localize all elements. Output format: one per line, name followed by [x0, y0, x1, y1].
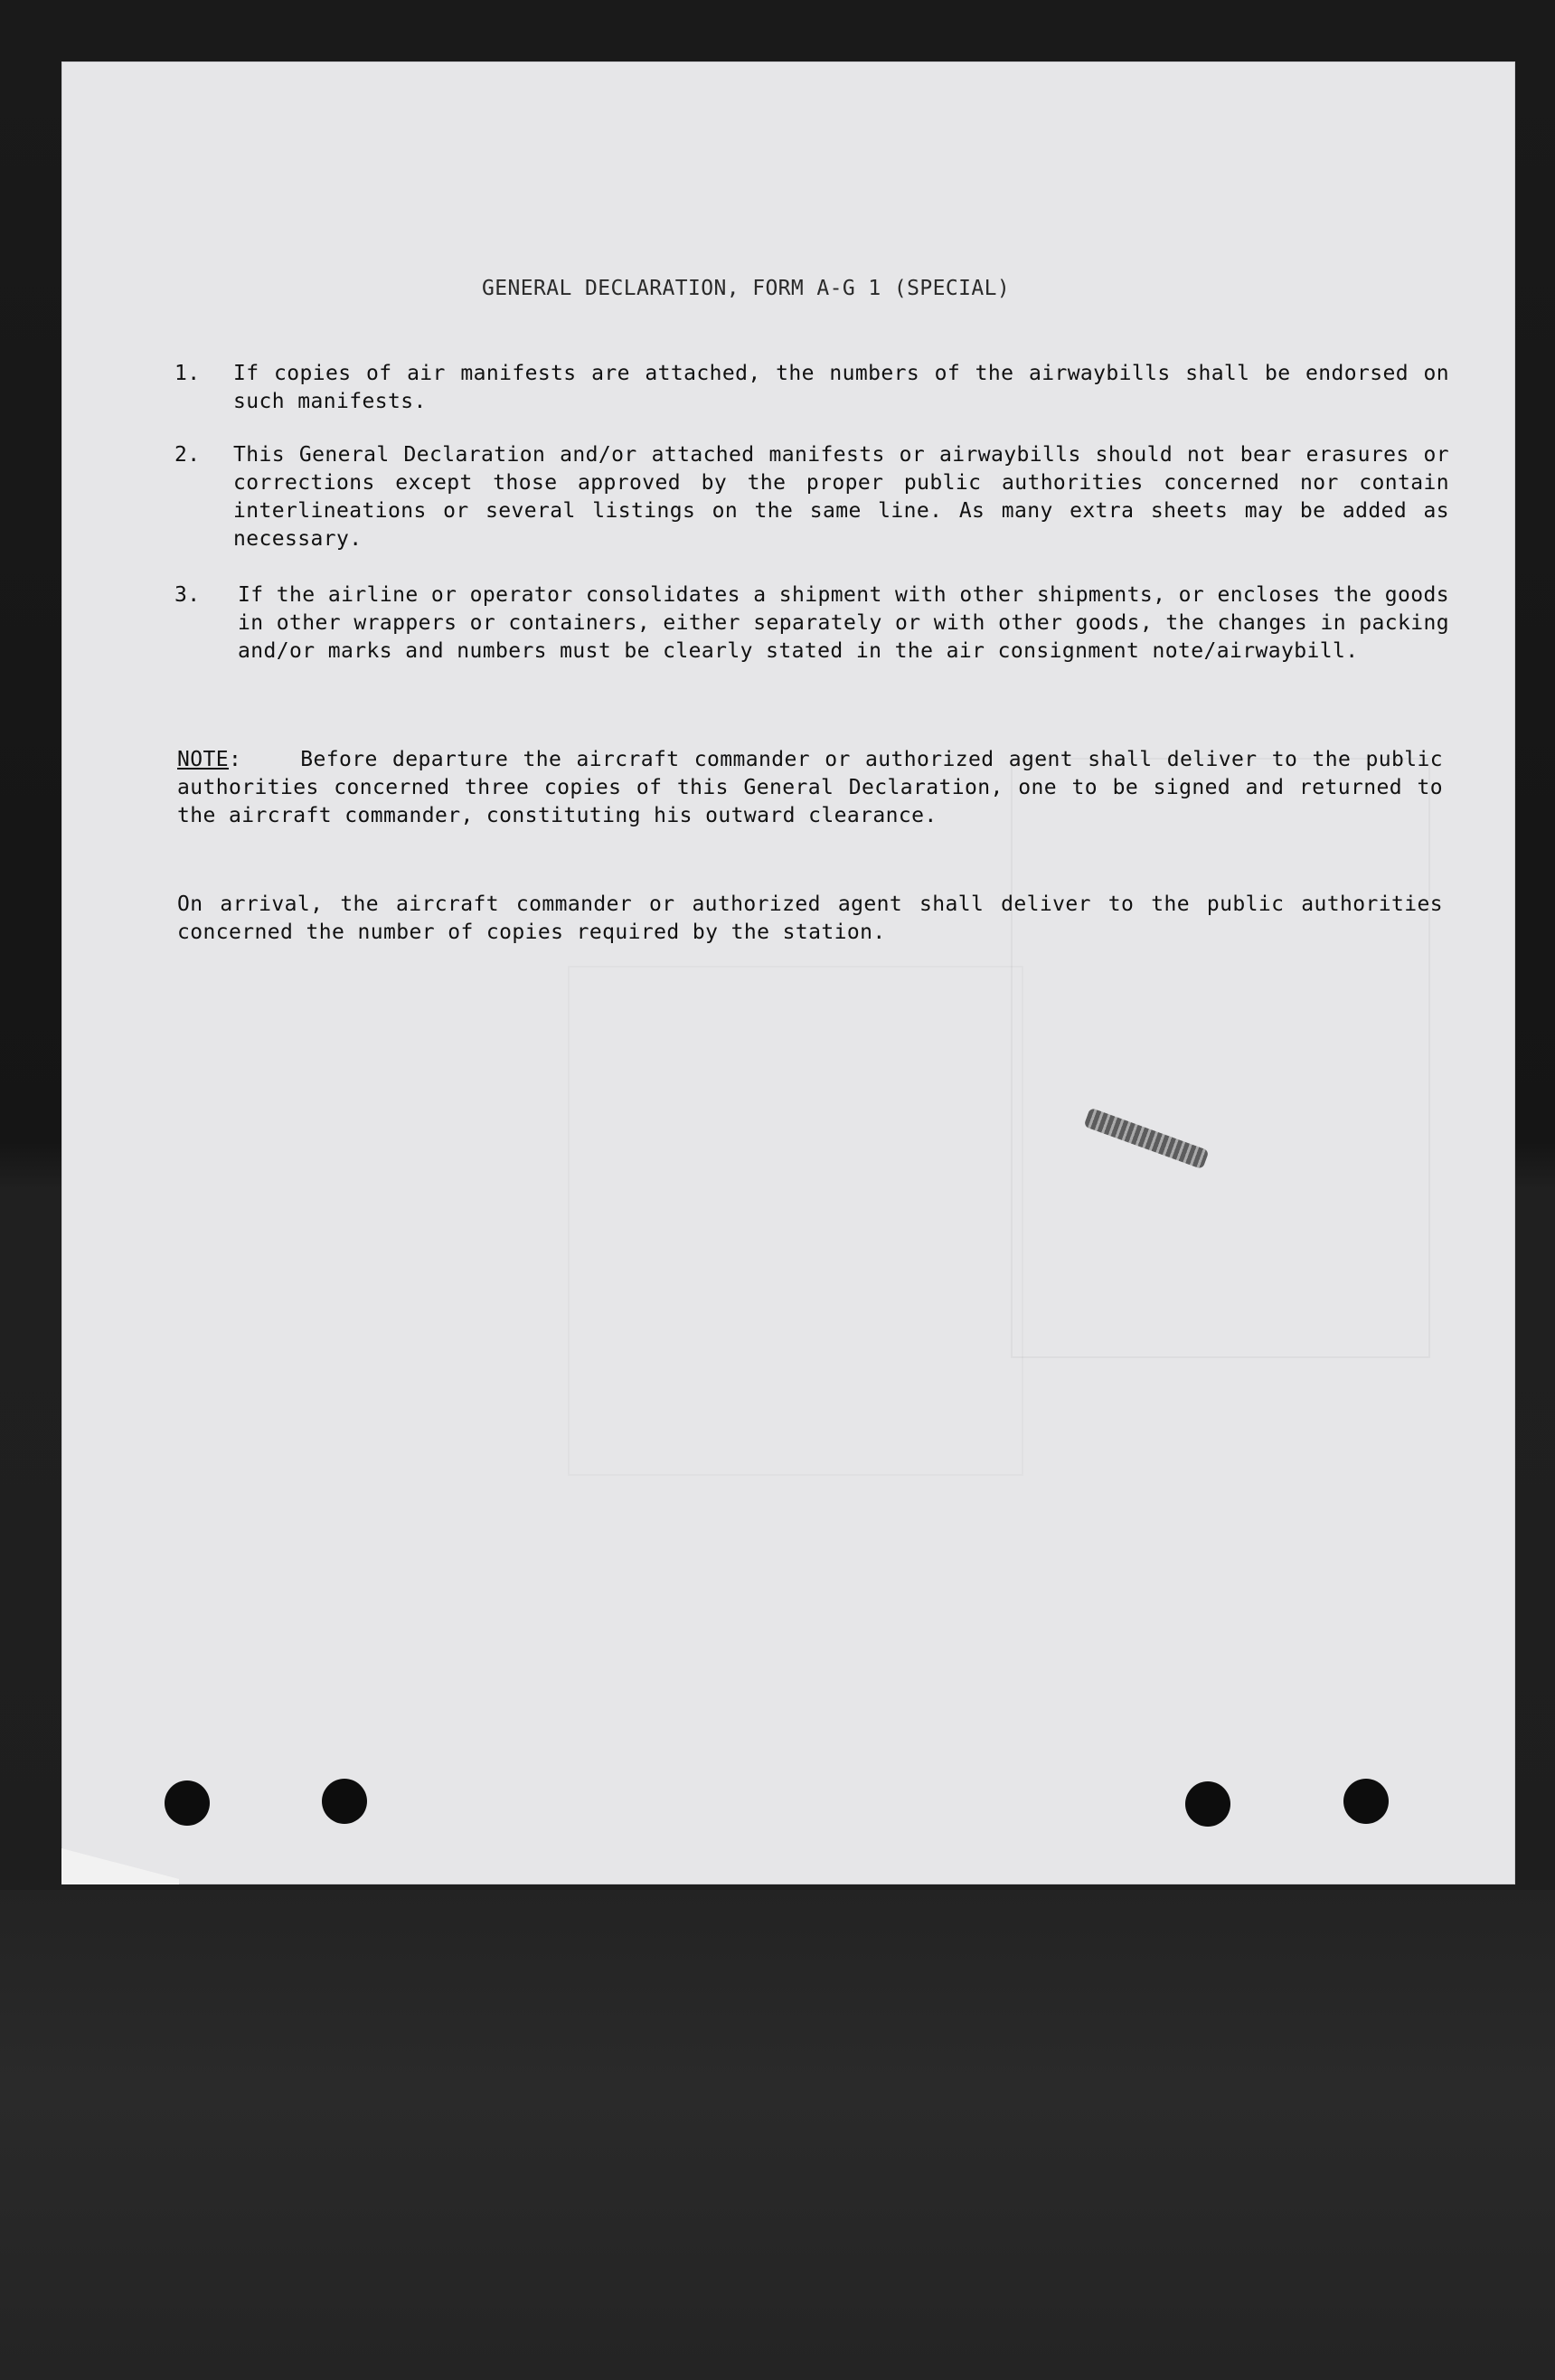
punch-hole — [1343, 1779, 1389, 1824]
scanner-bed-area — [0, 1890, 1555, 2380]
note-paragraph: NOTE: Before departure the aircraft commander or authorized agent shall deliver to the public authorities concerned three copies of this General Declaration, one to be signed and returned to the aircraft commander, constituting his outward clearance. — [177, 748, 1443, 827]
punch-hole — [165, 1780, 210, 1826]
item-text: If the airline or operator consolidates a shipment with other shipments, or encloses the goods in other wrappers or containers, either separately or with other goods, the changes in packing and/or marks and numbers must be clearly stated in the air consignment note/airwaybill. — [238, 583, 1449, 663]
item-text: This General Declaration and/or attached manifests or airwaybills should not bear erasures or corrections except those approved by the proper public authorities concerned nor contain interlineations or several listings on the same line. As many extra sheets may be added as necessary. — [233, 443, 1449, 551]
note-text: Before departure the aircraft commander or authorized agent shall deliver to the public authorities concerned three copies of this General Declaration, one to be signed and returned to the aircraft commander, constituting his outward clearance. — [177, 748, 1443, 827]
item-number: 3. — [174, 583, 201, 607]
note-label: NOTE — [177, 748, 229, 771]
bleed-through-shadow — [568, 966, 1023, 1476]
torn-corner — [61, 1848, 179, 1884]
item-text: If copies of air manifests are attached, the numbers of the airwaybills shall be endorsed on such manifests. — [233, 362, 1449, 413]
document-page — [61, 61, 1515, 1884]
document-title: GENERAL DECLARATION, FORM A-G 1 (SPECIAL) — [482, 277, 1011, 300]
punch-hole — [1185, 1781, 1230, 1827]
arrival-paragraph: On arrival, the aircraft commander or authorized agent shall deliver to the public authorities concerned the number of copies required by the station. — [177, 892, 1443, 944]
item-number: 1. — [174, 362, 201, 385]
bleed-through-shadow — [1011, 758, 1430, 1358]
punch-hole — [322, 1779, 367, 1824]
item-number: 2. — [174, 443, 201, 467]
